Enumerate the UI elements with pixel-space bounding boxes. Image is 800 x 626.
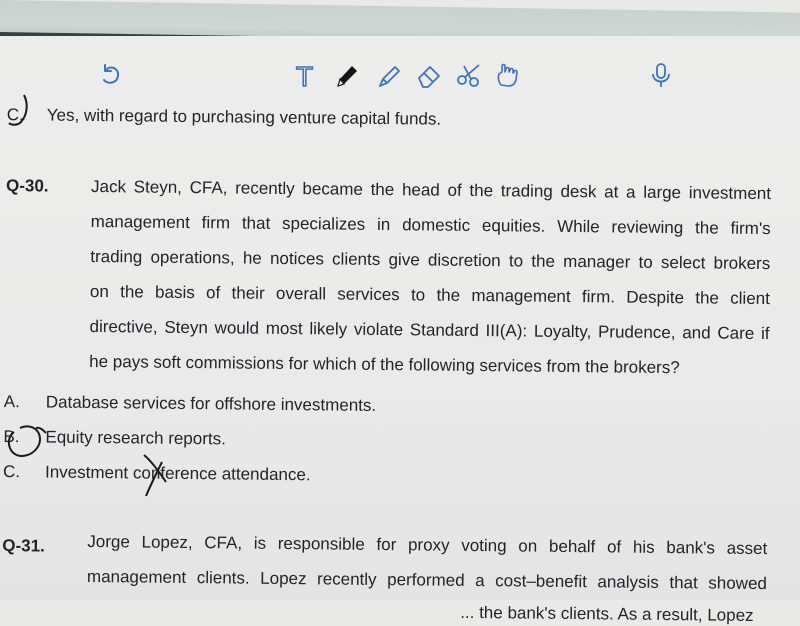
svg-text:T: T — [296, 61, 314, 90]
q30-line-3: trading operations, he notices clients give discretion to the manager to select brokers — [90, 246, 771, 274]
q30-line-4: on the basis of their overall services to the management firm. Despite the client — [89, 281, 771, 309]
q30-line-1: Jack Steyn, CFA, recently became the head of the trading desk at a large investment — [90, 176, 772, 204]
q31-line-1: Jorge Lopez, CFA, is responsible for proxy voting on behalf of his bank's asset — [87, 531, 768, 559]
option-b-text: Equity research reports. — [45, 427, 226, 449]
q31-line-3: ... the bank's clients. As a result, Lopez — [460, 602, 754, 625]
prev-option-text: Yes, with regard to purchasing venture capital funds. — [46, 105, 442, 129]
option-a-letter: A. — [3, 392, 20, 412]
question-number-30: Q-30. — [5, 176, 49, 196]
option-c-letter: C. — [2, 462, 21, 482]
q30-line-2: management firm that specializes in domestic equities. While reviewing the firm's — [90, 211, 771, 239]
prev-option-letter: C. — [6, 105, 24, 125]
q30-line-5: directive, Steyn would most likely violate Standard III(A): Loyalty, Prudence, and Care if — [89, 316, 770, 344]
question-number-31: Q-31. — [2, 536, 45, 556]
q31-line-2: management clients. Lopez recently performed a cost–benefit analysis that showed — [86, 566, 768, 594]
q30-line-6: he pays soft commissions for which of the following services from the brokers? — [89, 351, 680, 378]
option-b-letter: B. — [3, 427, 20, 447]
option-c-text: Investment conference attendance. — [44, 462, 311, 485]
option-a-text: Database services for offshore investments. — [45, 392, 377, 415]
